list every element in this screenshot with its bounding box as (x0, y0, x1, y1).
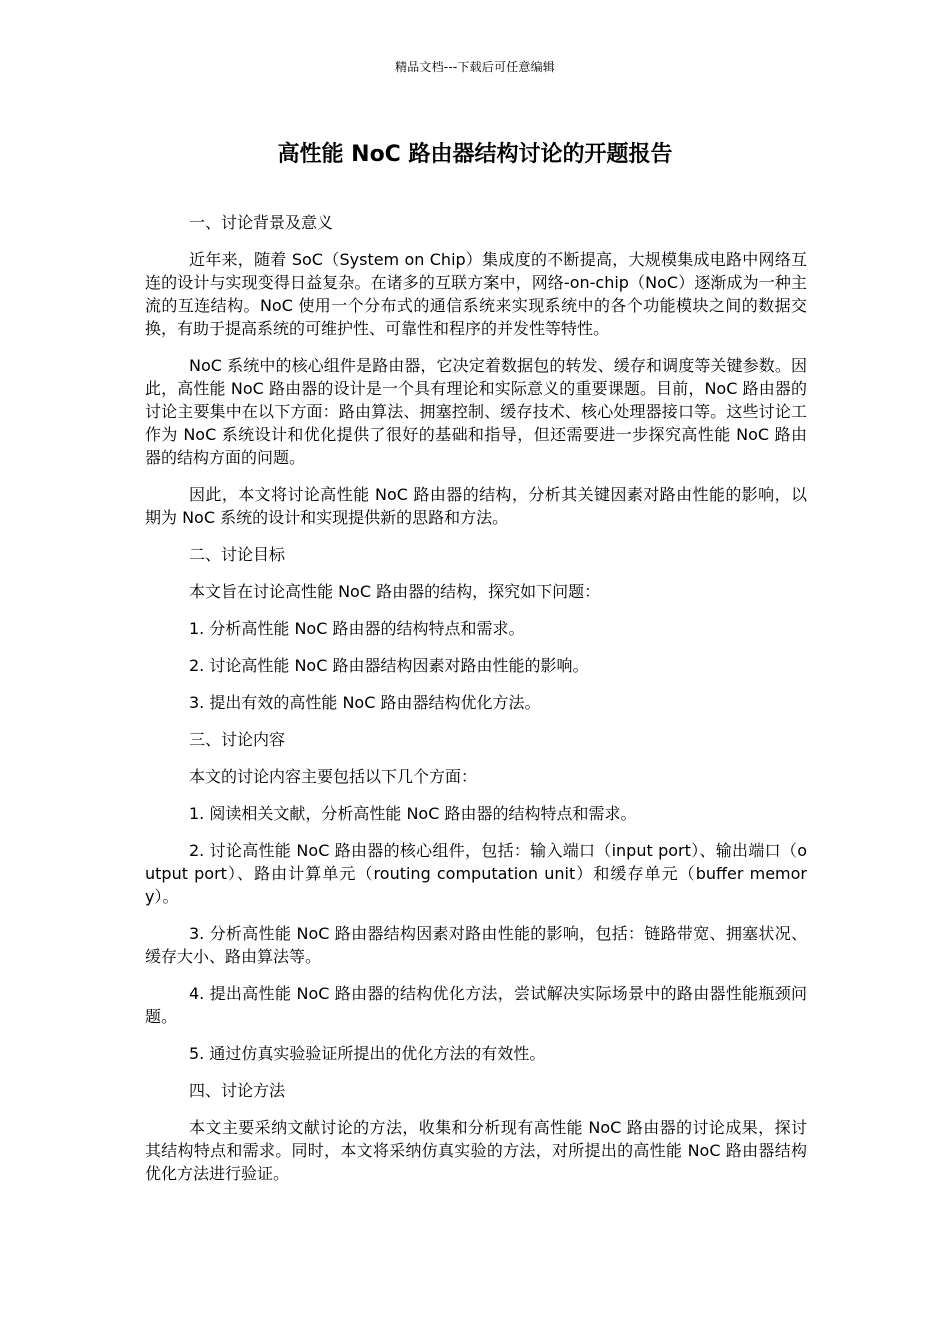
paragraph: NoC 系统中的核心组件是路由器，它决定着数据包的转发、缓存和调度等关键参数。因此，高性能 NoC 路由器的设计是一个具有理论和实际意义的重要课题。目前，NoC 路由器的讨论主要集中在以下方面：路由算法、拥塞控制、缓存技术、核心处理器接口等。这些讨论工作为 NoC 系统设计和优化提供了很好的基础和指导，但还需要进一步探究高性能 NoC 路由器的结构方面的问题。 (145, 356, 807, 467)
list-item: 1. 阅读相关文献，分析高性能 NoC 路由器的结构特点和需求。 (189, 804, 637, 823)
list-item: 4. 提出高性能 NoC 路由器的结构优化方法，尝试解决实际场景中的路由器性能瓶颈问题。 (145, 984, 807, 1026)
paragraph: 本文旨在讨论高性能 NoC 路由器的结构，探究如下问题： (189, 582, 601, 601)
paragraph: 本文主要采纳文献讨论的方法，收集和分析现有高性能 NoC 路由器的讨论成果，探讨其结构特点和需求。同时，本文将采纳仿真实验的方法，对所提出的高性能 NoC 路由器结构优化方法进行验证。 (145, 1118, 807, 1183)
list-item: 1. 分析高性能 NoC 路由器的结构特点和需求。 (189, 619, 525, 638)
paragraph: 本文的讨论内容主要包括以下几个方面： (189, 767, 478, 786)
section-heading: 三、讨论内容 (189, 730, 286, 749)
paragraph: 因此，本文将讨论高性能 NoC 路由器的结构，分析其关键因素对路由性能的影响，以期为 NoC 系统的设计和实现提供新的思路和方法。 (145, 485, 807, 527)
paragraph: 近年来，随着 SoC（System on Chip）集成度的不断提高，大规模集成电路中网络互连的设计与实现变得日益复杂。在诸多的互联方案中，网络-on-chip（NoC）逐渐成为一种主流的互连结构。NoC 使用一个分布式的通信系统来实现系统中的各个功能模块之间的数据交换，有助于提高系统的可维护性、可靠性和程序的并发性等特性。 (145, 250, 807, 338)
list-item: 3. 分析高性能 NoC 路由器结构因素对路由性能的影响，包括：链路带宽、拥塞状况、缓存大小、路由算法等。 (145, 924, 807, 966)
section-heading: 四、讨论方法 (189, 1081, 286, 1100)
list-item: 2. 讨论高性能 NoC 路由器结构因素对路由性能的影响。 (189, 656, 589, 675)
document-body (145, 211, 807, 1199)
list-item: 5. 通过仿真实验验证所提出的优化方法的有效性。 (189, 1044, 546, 1063)
list-item: 2. 讨论高性能 NoC 路由器的核心组件，包括：输入端口（input port）、输出端口（output port）、路由计算单元（routing computation unit）和缓存单元（buffer memory）。 (145, 841, 807, 906)
section-heading: 一、讨论背景及意义 (189, 213, 334, 232)
section-heading: 二、讨论目标 (189, 545, 286, 564)
page-header: 精品文档---下载后可任意编辑 (395, 60, 555, 74)
document-title: 高性能 NoC 路由器结构讨论的开题报告 (277, 142, 673, 167)
list-item: 3. 提出有效的高性能 NoC 路由器结构优化方法。 (189, 693, 541, 712)
